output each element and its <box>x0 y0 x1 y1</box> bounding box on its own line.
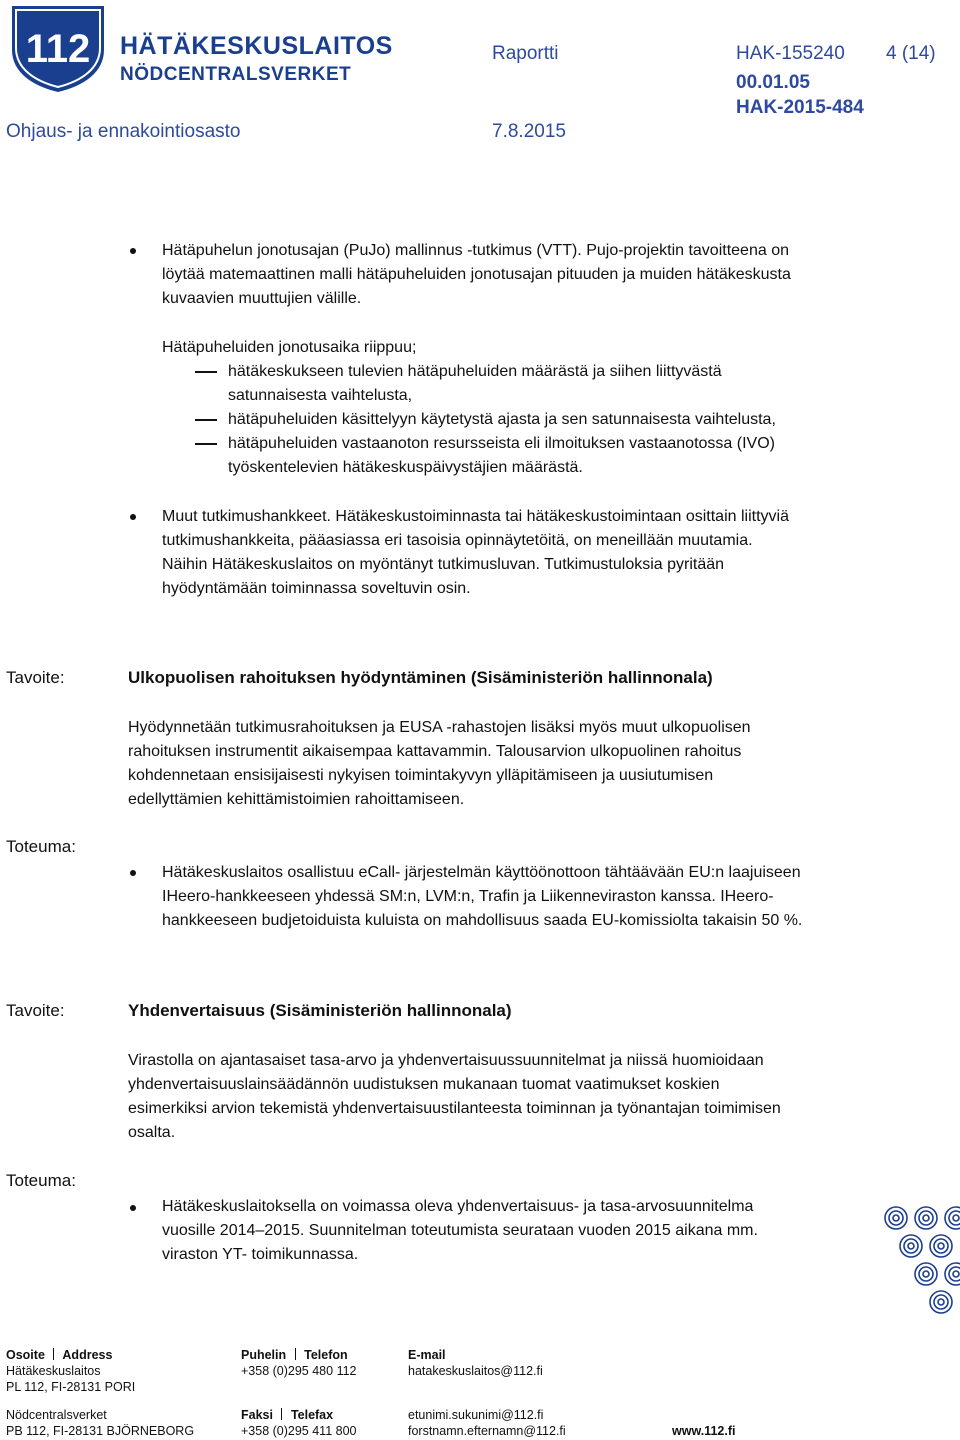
text-line: Hätäkeskuslaitos osallistuu eCall- järjestelmän käyttöönottoon tähtäävään EU:n laajuiseen <box>162 864 801 881</box>
dash-item-resources <box>228 432 908 480</box>
decorative-rings-icon <box>878 1200 960 1330</box>
doc-type: Raportti <box>492 43 559 64</box>
footer-email-format-sv: forstnamn.efternamn@112.fi <box>408 1424 566 1438</box>
text-line: tutkimushankkeita, pääasiassa eri tasoisia opinnäytetöitä, on meneillään muutamia. <box>162 532 753 549</box>
org-name-sv: NÖDCENTRALSVERKET <box>120 64 352 85</box>
bullet-dot-icon <box>130 514 136 520</box>
text-line: IHeero-hankkeeseen yhdessä SM:n, LVM:n, Trafin ja Liikenneviraston kanssa. IHeero- <box>162 888 774 905</box>
footer-fax: +358 (0)295 411 800 <box>241 1424 357 1438</box>
queue-intro: Hätäpuheluiden jonotusaika riippuu; <box>162 339 417 356</box>
footer-address-title <box>6 1348 112 1362</box>
text-line: satunnaisesta vaihtelusta, <box>228 387 413 404</box>
footer-fax-title <box>241 1408 333 1422</box>
department: Ohjaus- ja ennakointiosasto <box>6 121 241 142</box>
footer-title-sv: Telefon <box>304 1348 348 1362</box>
dash-icon <box>195 419 217 421</box>
goal-description <box>128 716 928 812</box>
goal-description <box>128 1049 928 1145</box>
divider <box>295 1348 296 1360</box>
text-line: hyödyntämään toiminnassa soveltuvin osin. <box>162 580 471 597</box>
text-line: Muut tutkimushankkeet. Hätäkeskustoiminnasta tai hätäkeskustoimintaan osittain liittyviä <box>162 508 789 525</box>
dash-icon <box>195 371 217 373</box>
text-line: edellyttämien kehittämistoimien rahoittamiseen. <box>128 791 465 808</box>
text-line: Hätäpuhelun jonotusajan (PuJo) mallinnus -tutkimus (VTT). Pujo-projektin tavoitteena on <box>162 242 789 259</box>
footer-addr-fi-name: Hätäkeskuslaitos <box>6 1364 101 1378</box>
bullet-dot-icon <box>130 1205 136 1211</box>
dash-icon <box>195 443 217 445</box>
footer-email-format-fi: etunimi.sukunimi@112.fi <box>408 1408 544 1422</box>
bullet-dot-icon <box>130 870 136 876</box>
text-line: Näihin Hätäkeskuslaitos on myöntänyt tutkimusluvan. Tutkimustuloksia pyritään <box>162 556 725 573</box>
goal-label: Tavoite: <box>6 668 65 687</box>
result-label: Toteuma: <box>6 1171 76 1190</box>
text-line: työskentelevien hätäkeskuspäivystäjien määrästä. <box>228 459 583 476</box>
footer-phone-title <box>241 1348 348 1362</box>
bullet-other-research <box>162 505 932 601</box>
result-label: Toteuma: <box>6 837 76 856</box>
doc-id: HAK-155240 <box>736 43 845 64</box>
divider <box>281 1408 282 1420</box>
bullet-pujo <box>162 239 922 311</box>
result-description <box>162 1195 882 1267</box>
footer-email-link[interactable]: hatakeskuslaitos@112.fi <box>408 1364 543 1378</box>
text-line: Hätäkeskuslaitoksella on voimassa oleva yhdenvertaisuus- ja tasa-arvosuunnitelma <box>162 1198 754 1215</box>
text-line: hätäkeskukseen tulevien hätäpuheluiden määrästä ja siihen liittyvästä <box>228 363 722 380</box>
footer-addr-fi-street: PL 112, FI-28131 PORI <box>6 1380 136 1394</box>
text-line: esimerkiksi arvion tekemistä yhdenvertaisuustilanteesta toiminnan ja työnantajan toimimisen <box>128 1100 781 1117</box>
footer-title-fi: Puhelin <box>241 1348 287 1362</box>
footer-title-fi: Faksi <box>241 1408 273 1422</box>
divider <box>53 1348 54 1360</box>
goal-label: Tavoite: <box>6 1001 65 1020</box>
goal-title: Yhdenvertaisuus (Sisäministeriön hallinnonala) <box>128 1001 512 1020</box>
footer-phone: +358 (0)295 480 112 <box>241 1364 357 1378</box>
text-line: osalta. <box>128 1124 176 1141</box>
text-line: rahoituksen instrumentit aikaisempaa kattavammin. Talousarvion ulkopuolinen rahoitus <box>128 743 742 760</box>
text-line: viraston YT- toimikunnassa. <box>162 1246 359 1263</box>
goal-title: Ulkopuolisen rahoituksen hyödyntäminen (Sisäministeriön hallinnonala) <box>128 668 713 687</box>
footer-web-link[interactable]: www.112.fi <box>672 1424 736 1438</box>
footer-addr-sv-street: PB 112, FI-28131 BJÖRNEBORG <box>6 1424 195 1438</box>
doc-date: 7.8.2015 <box>492 121 566 142</box>
text-line: kuvaavien muuttujien välille. <box>162 290 362 307</box>
org-name-fi: HÄTÄKESKUSLAITOS <box>120 32 393 60</box>
footer-title-sv: Address <box>62 1348 113 1362</box>
footer-email-title: E-mail <box>408 1348 446 1362</box>
bullet-dot-icon <box>130 248 136 254</box>
page-number: 4 (14) <box>886 43 936 64</box>
text-line: hätäpuheluiden vastaanoton resursseista eli ilmoituksen vastaanotossa (IVO) <box>228 435 775 452</box>
text-line: löytää matemaattinen malli hätäpuheluiden jonotusajan pituuden ja muiden hätäkeskusta <box>162 266 791 283</box>
footer-addr-sv-name: Nödcentralsverket <box>6 1408 107 1422</box>
text-line: hankkeeseen budjetoiduista kuluista on mahdollisuus saada EU-komissiolta takaisin 50 %. <box>162 912 803 929</box>
text-line: hätäpuheluiden käsittelyyn käytetystä ajasta ja sen satunnaisesta vaihtelusta, <box>228 411 776 428</box>
doc-version: 00.01.05 <box>736 72 810 93</box>
text-line: Hyödynnetään tutkimusrahoituksen ja EUSA -rahastojen lisäksi myös muut ulkopuolisen <box>128 719 751 736</box>
logo-112-icon <box>6 2 110 94</box>
doc-ref: HAK-2015-484 <box>736 97 864 118</box>
text-line: vuosille 2014–2015. Suunnitelman toteutumista seurataan vuoden 2015 aikana mm. <box>162 1222 758 1239</box>
text-line: kohdennetaan ensisijaisesti nykyisen toimintakyvyn ylläpitämiseen ja uusiutumisen <box>128 767 714 784</box>
footer-title-sv: Telefax <box>290 1408 334 1422</box>
text-line: Virastolla on ajantasaiset tasa-arvo ja yhdenvertaisuussuunnitelmat ja niissä huomioidaan <box>128 1052 764 1069</box>
footer-title-fi: Osoite <box>6 1348 45 1362</box>
text-line: yhdenvertaisuuslainsäädännön uudistuksen mukanaan tuomat vaatimukset koskien <box>128 1076 720 1093</box>
dash-item-handling <box>228 408 908 432</box>
dash-item-calls <box>228 360 908 408</box>
result-description <box>162 861 942 933</box>
logo-number: 112 <box>25 27 91 71</box>
